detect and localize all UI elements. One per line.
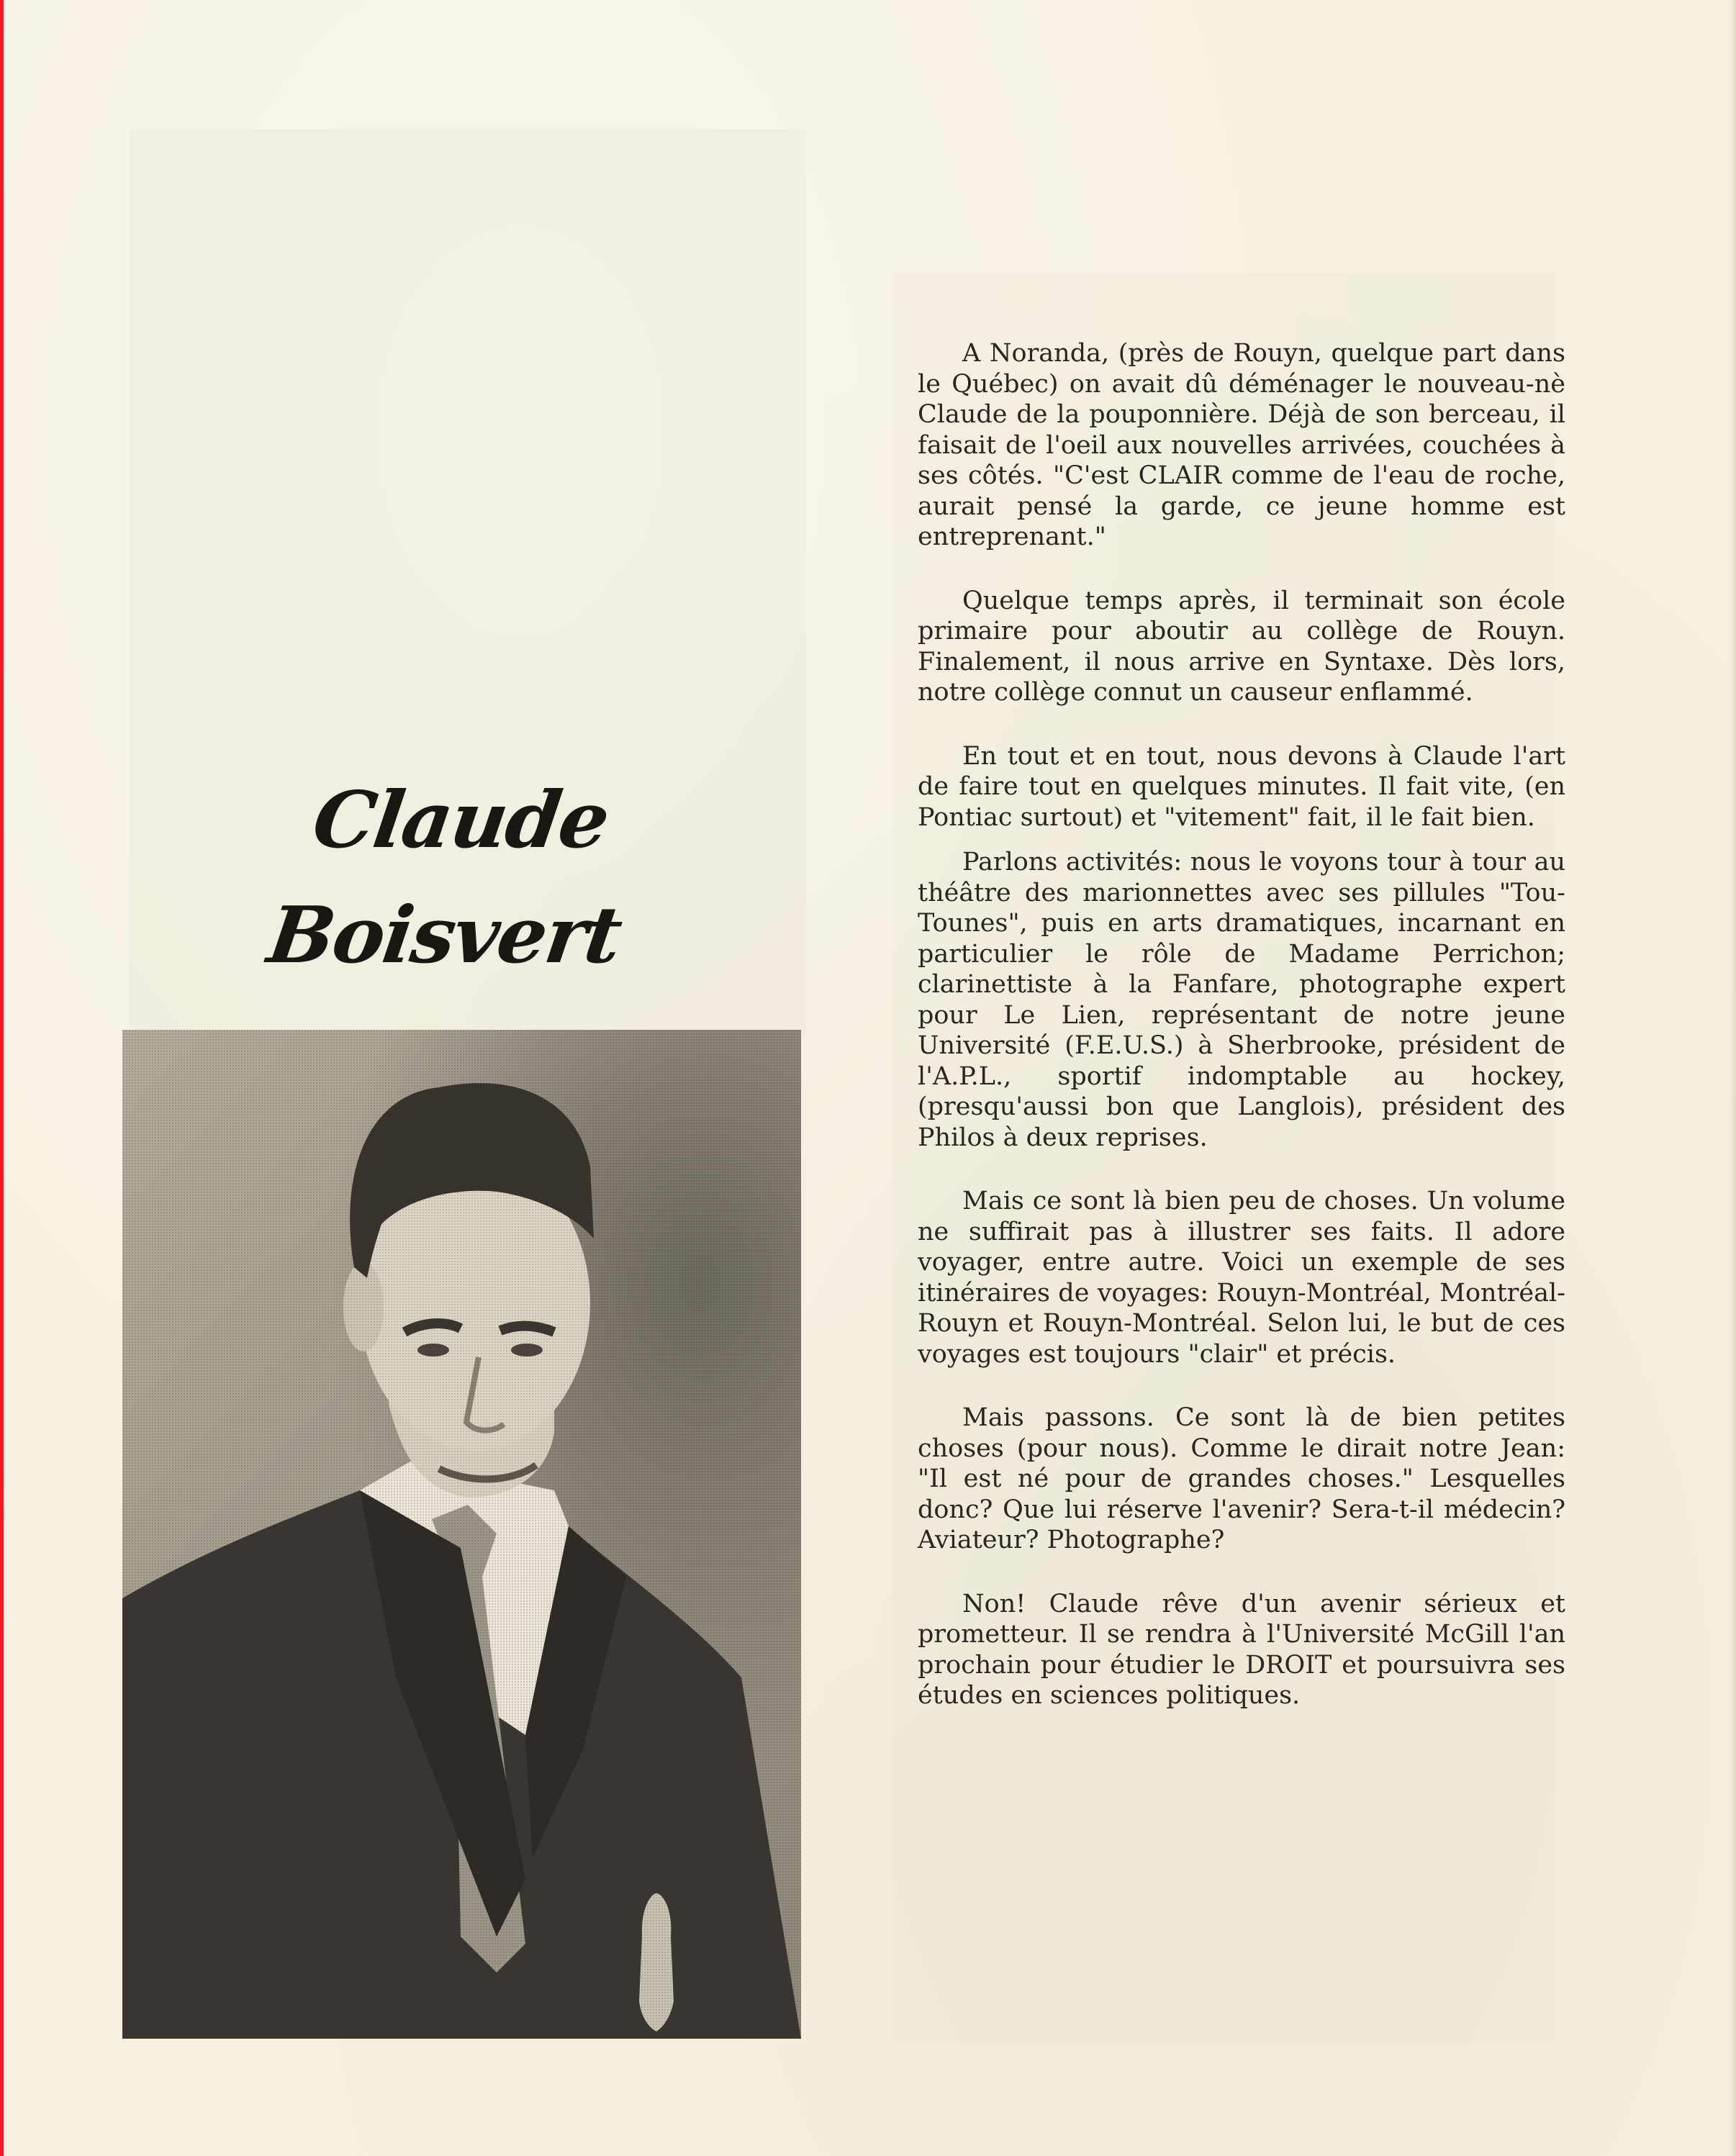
bio-paragraph: En tout et en tout, nous devons à Claude l'art de faire tout en quelques minutes. Il fait vite, (en Pontiac surtout) et "vitement" fait, il le fait bien. bbox=[918, 741, 1565, 832]
person-name-heading: Claude Boisvert bbox=[262, 775, 627, 981]
jacket-crest bbox=[639, 1893, 674, 2032]
bio-paragraph: Quelque temps après, il terminait son école primaire pour aboutir au collège de Rouyn. Finalement, il nous arrive en Syntaxe. Dès lors, notre collège connut un causeur enflammé. bbox=[918, 586, 1565, 707]
right-eye bbox=[511, 1344, 543, 1356]
bio-paragraph: Non! Claude rêve d'un avenir sérieux et prometteur. Il se rendra à l'Université McGill l'an prochain pour étudier le DROIT et poursuivra ses études en sciences politiques. bbox=[918, 1589, 1565, 1710]
left-eye bbox=[417, 1344, 449, 1356]
binding-edge bbox=[0, 0, 4, 2156]
bio-paragraph: Mais ce sont là bien peu de choses. Un volume ne suffirait pas à illustrer ses faits. Il adore voyager, entre autre. Voici un exemple de ses itinéraires de voyages: Rouyn-Montréal, Montréal-Rouyn et Rouyn-Montréal. Selon lui, le but de ces voyages est toujours "clair" et précis. bbox=[918, 1187, 1565, 1369]
page-edge-shadow bbox=[1730, 0, 1736, 2156]
ear-shape bbox=[343, 1262, 384, 1351]
bio-paragraph: Parlons activités: nous le voyons tour à tour au théâtre des marionnettes avec ses pillules "Tou-Tounes", puis en arts dramatiques, incarnant en particulier le rôle de Madame Perrichon; clarinettiste à la Fanfare, photographe expert pour Le Lien, représentant de notre jeune Université (F.E.U.S.) à Sherbrooke, président de l'A.P.L., sportif indomptable au hockey, (presqu'aussi bon que Langlois), président des Philos à deux reprises. bbox=[918, 848, 1565, 1152]
bio-paragraph: Mais passons. Ce sont là de bien petites choses (pour nous). Comme le dirait notre Jean: "Il est né pour de grandes choses." Lesquelles donc? Que lui réserve l'avenir? Sera-t-il médecin? Aviateur? Photographe? bbox=[918, 1403, 1565, 1554]
biography-text bbox=[918, 338, 1565, 1711]
bio-paragraph: A Noranda, (près de Rouyn, quelque part dans le Québec) on avait dû déménager le nouveau-nè Claude de la pouponnière. Déjà de son berceau, il faisait de l'oeil aux nouvelles arrivées, couchées à ses côtés. "C'est CLAIR comme de l'eau de roche, aurait pensé la garde, ce jeune homme est entreprenant." bbox=[918, 339, 1565, 551]
portrait-illustration bbox=[122, 1030, 801, 2039]
portrait-photo bbox=[122, 1030, 801, 2039]
